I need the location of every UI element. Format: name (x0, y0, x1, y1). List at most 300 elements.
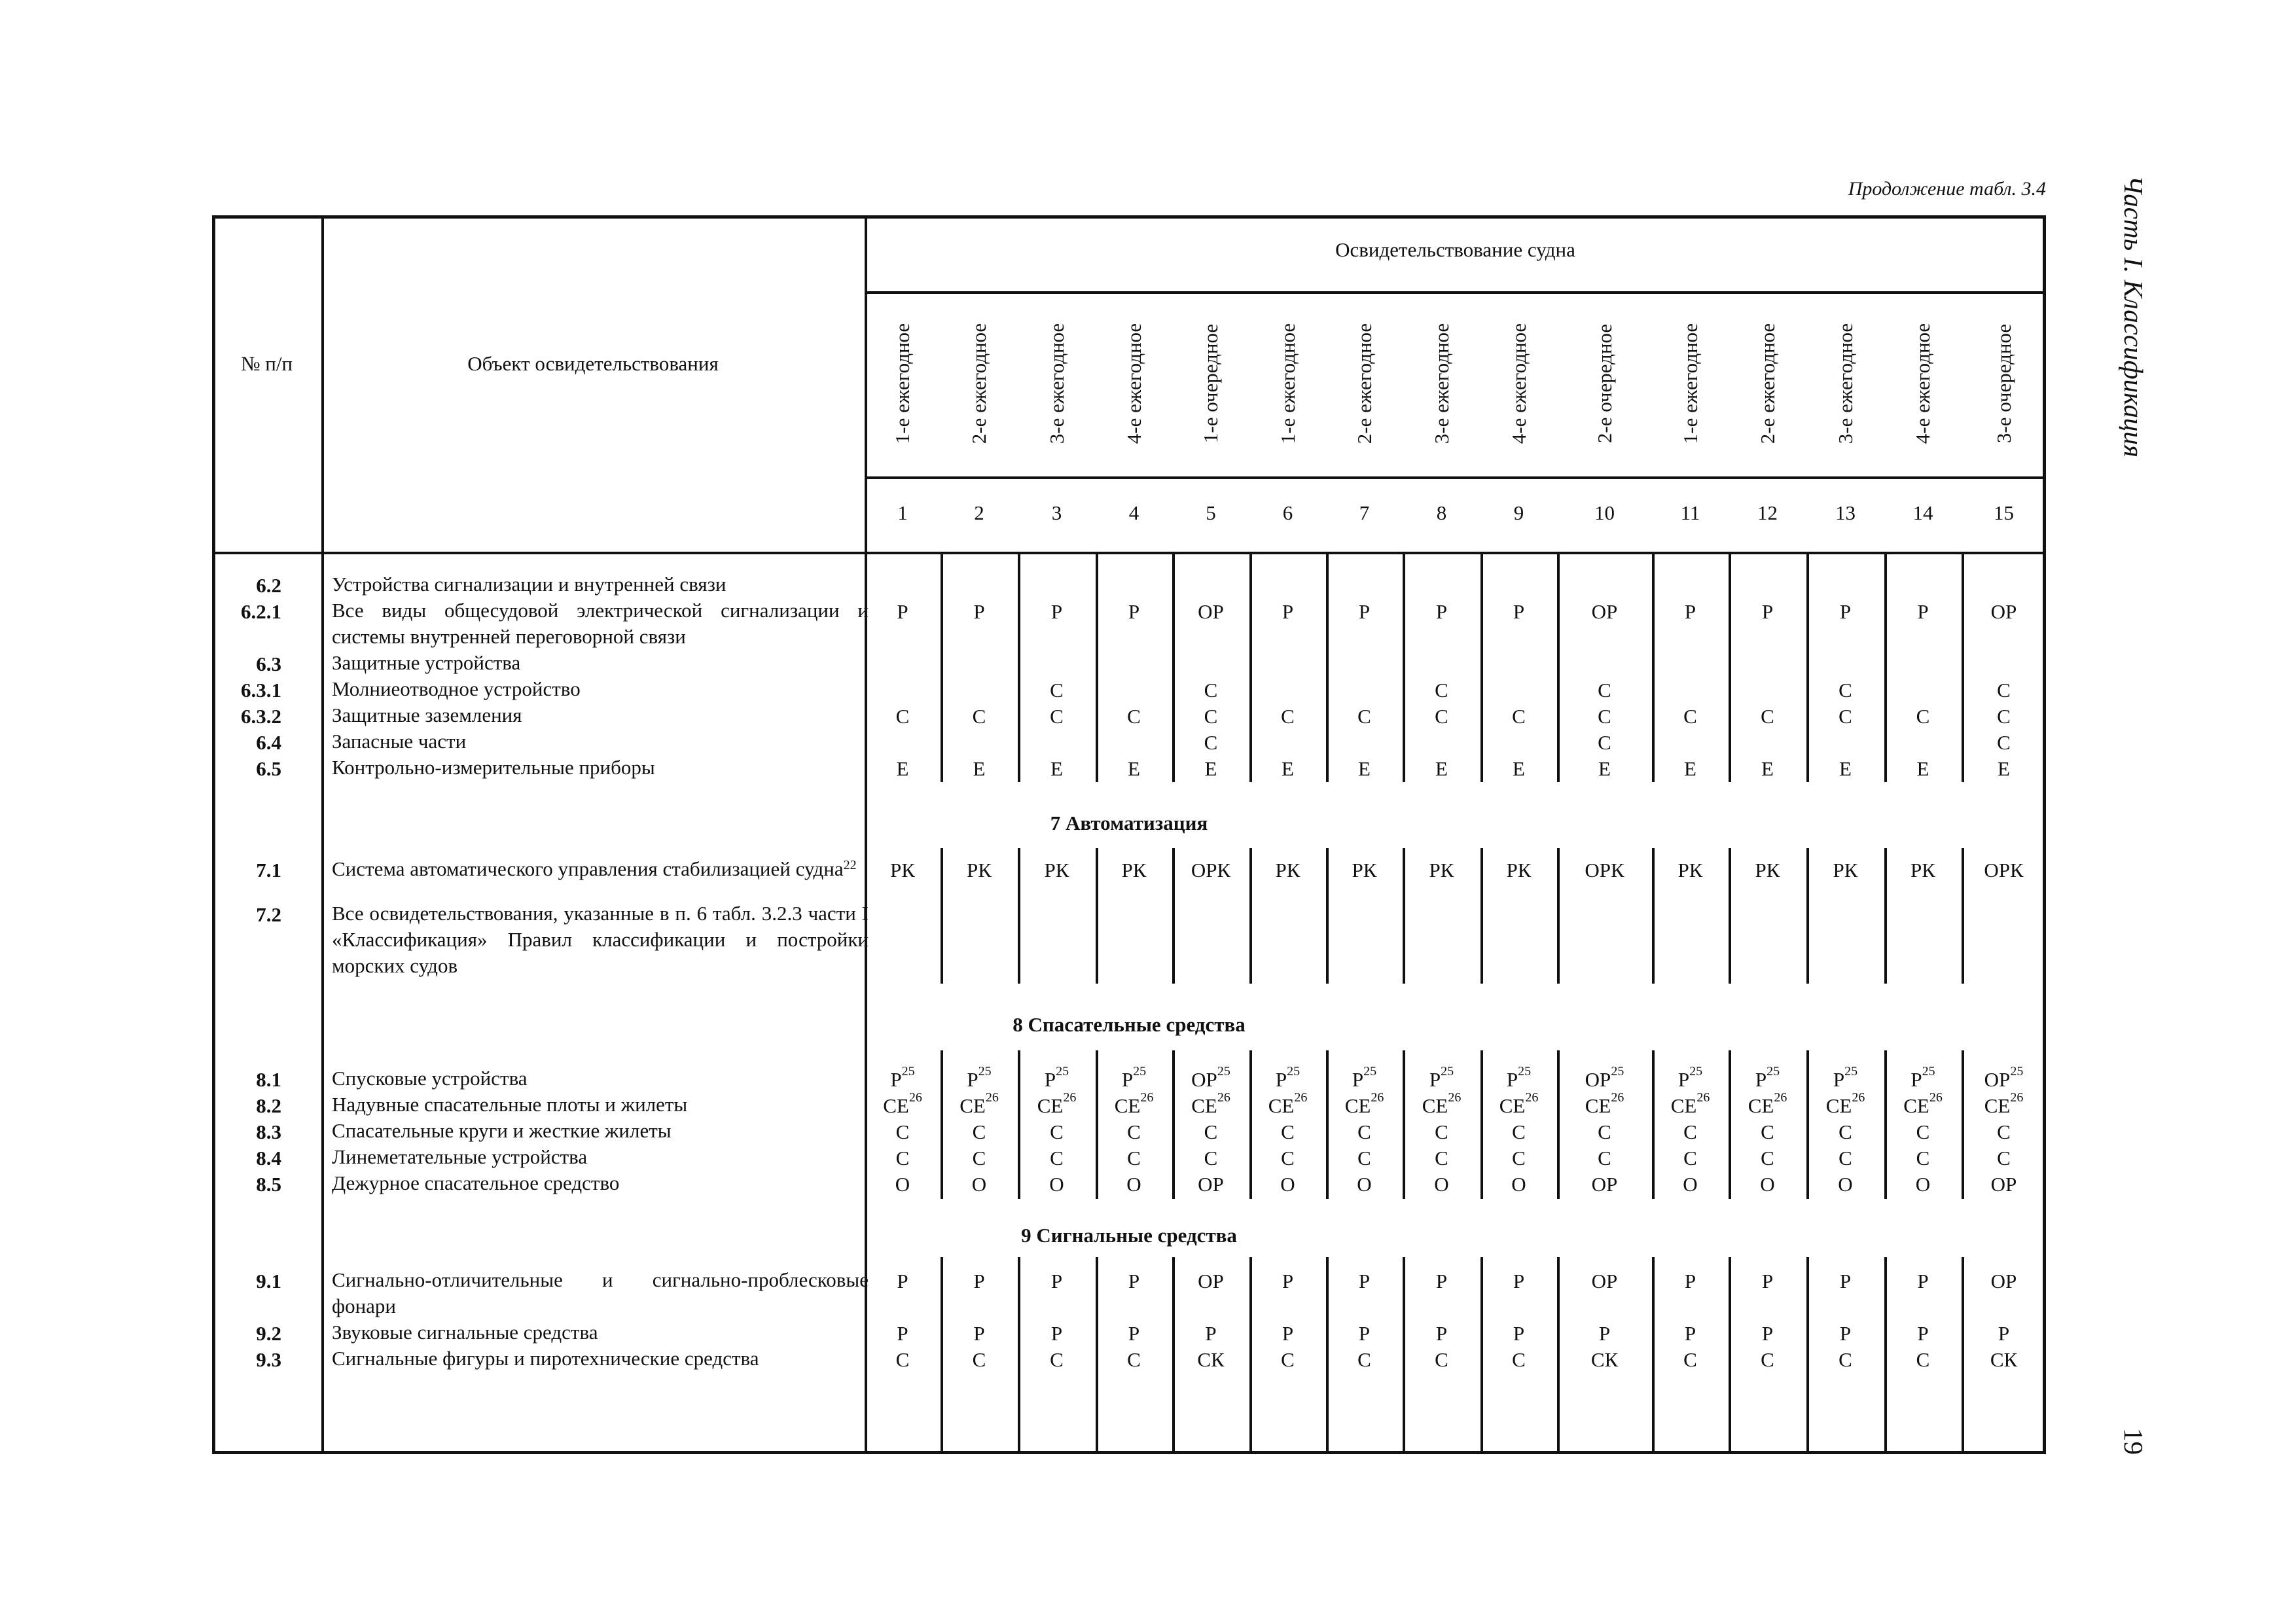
footnote-ref: 26 (1217, 1090, 1230, 1105)
survey-mark: Р (973, 600, 985, 623)
row-object-text: Сигнально-отличительные и сигнально-проблесковые фонари (332, 1268, 869, 1317)
footnote-ref: 26 (1852, 1090, 1865, 1105)
survey-mark: РК (1833, 859, 1858, 882)
survey-mark: С (1435, 679, 1448, 702)
survey-mark: ОР (1990, 600, 2017, 623)
survey-mark: Р (1998, 1322, 2010, 1345)
survey-mark: РК (1677, 859, 1703, 882)
row-number: 8.5 (256, 1173, 281, 1196)
survey-mark: С (1204, 705, 1218, 728)
survey-mark: Р (973, 1270, 985, 1293)
survey-mark: ОР (1591, 1270, 1618, 1293)
survey-mark: Р (1358, 1270, 1371, 1293)
footnote-ref: 25 (1287, 1064, 1300, 1079)
survey-mark: С (1204, 731, 1218, 754)
survey-mark: С (1357, 1120, 1371, 1143)
survey-mark: Е (1998, 757, 2010, 780)
survey-mark: $Р^{25}$ (1352, 1064, 1377, 1091)
column-header-1: 1-е ежегодное (891, 323, 914, 444)
column-header-11: 1-е ежегодное (1678, 323, 1702, 444)
survey-mark: Е (1513, 757, 1525, 780)
survey-mark: С (1204, 1147, 1218, 1169)
column-header-2: 2-е ежегодное (967, 323, 990, 444)
header-bottom-line (212, 552, 2046, 554)
survey-mark: С (1598, 731, 1611, 754)
survey-mark: Р (1282, 1270, 1294, 1293)
survey-mark: Е (1358, 757, 1371, 780)
survey-mark: Р (1761, 600, 1774, 623)
survey-mark: С (1598, 1147, 1611, 1169)
page-number: 19 (2119, 1428, 2149, 1455)
survey-mark: СЕ$^{26}$ (1268, 1090, 1308, 1117)
survey-mark: С (1281, 1348, 1295, 1371)
survey-mark: Р (1205, 1322, 1217, 1345)
survey-mark: Р (1917, 1322, 1929, 1345)
survey-mark: Р (1513, 1270, 1525, 1293)
survey-mark: РК (1755, 859, 1780, 882)
footnote-ref: 26 (1525, 1090, 1539, 1105)
survey-mark: Е (1839, 757, 1852, 780)
survey-mark: РК (1910, 859, 1935, 882)
survey-mark: С (1050, 705, 1064, 728)
footnote-ref: 22 (843, 858, 857, 872)
survey-mark: Р (1598, 1322, 1611, 1345)
column-number-12: 12 (1757, 501, 1778, 524)
survey-mark: С (895, 1348, 910, 1371)
footnote-ref: 26 (985, 1090, 999, 1105)
survey-mark: Р (1282, 1322, 1294, 1345)
footnote-ref: 25 (1056, 1064, 1069, 1079)
survey-mark: Р (1917, 600, 1929, 623)
survey-mark: Р (1050, 1270, 1063, 1293)
column-header-7: 2-е ежегодное (1352, 323, 1376, 444)
survey-mark: С (1839, 1120, 1852, 1143)
survey-mark: С (972, 1147, 986, 1169)
survey-mark: $Р^{25}$ (1044, 1064, 1069, 1091)
survey-mark: ОР$^{25}$ (1191, 1064, 1230, 1091)
survey-mark: СЕ$^{26}$ (1748, 1090, 1787, 1117)
body-col-line (1884, 553, 1887, 782)
survey-mark: С (1683, 1120, 1697, 1143)
footnote-ref: 25 (1518, 1064, 1532, 1079)
survey-mark: СК (1990, 1348, 2018, 1371)
survey-mark: Р (897, 1322, 908, 1345)
survey-mark: ОР (1198, 1173, 1224, 1196)
body-col-line (1480, 553, 1483, 782)
survey-mark: С (1916, 1147, 1930, 1169)
survey-mark: СК (1590, 1348, 1619, 1371)
survey-mark: $Р^{25}$ (1506, 1064, 1532, 1091)
body-col-line (1096, 553, 1098, 782)
column-header-3: 3-е ежегодное (1045, 323, 1068, 444)
survey-mark: О (1049, 1173, 1064, 1196)
survey-group-line (865, 291, 2046, 294)
body-col-line (1652, 553, 1655, 782)
survey-mark: СЕ$^{26}$ (1670, 1090, 1710, 1117)
survey-mark: Р (1282, 600, 1294, 623)
row-object-text: Система автоматического управления стабилизацией судна$^{22}$ (332, 857, 857, 880)
row-number: 7.2 (256, 903, 281, 926)
survey-mark: С (1683, 1348, 1697, 1371)
column-number-4: 4 (1128, 501, 1139, 524)
row-number: 6.5 (256, 757, 281, 780)
column-number-9: 9 (1513, 501, 1524, 524)
survey-mark: Р (1684, 1270, 1696, 1293)
survey-mark: РК (1044, 859, 1069, 882)
footnote-ref: 25 (978, 1064, 992, 1079)
survey-mark: С (1435, 1348, 1448, 1371)
survey-mark: С (1050, 1348, 1064, 1371)
row-object-text: Звуковые сигнальные средства (332, 1321, 598, 1344)
body-col-line (1249, 553, 1252, 782)
survey-mark: С (1357, 705, 1371, 728)
row-number: 6.4 (256, 731, 281, 754)
survey-mark: С (972, 705, 986, 728)
survey-mark: С (1761, 705, 1774, 728)
survey-mark: СЕ$^{26}$ (883, 1090, 922, 1117)
row-number: 8.1 (256, 1068, 281, 1091)
survey-mark: ОРК (1191, 859, 1231, 882)
row-object-text: Линеметательные устройства (332, 1145, 588, 1168)
survey-mark: О (1915, 1173, 1931, 1196)
body-col-line (941, 553, 943, 782)
survey-mark: Е (1282, 757, 1294, 780)
survey-mark: Р (1435, 1270, 1448, 1293)
column-header-9: 4-е ежегодное (1507, 323, 1530, 444)
survey-mark: СЕ$^{26}$ (1499, 1090, 1539, 1117)
column-header-5: 1-е очередное (1199, 323, 1222, 444)
survey-mark: С (1050, 1147, 1064, 1169)
survey-mark: С (895, 705, 910, 728)
survey-mark: Р (1761, 1322, 1774, 1345)
row-number: 8.4 (256, 1147, 281, 1169)
survey-mark: СЕ$^{26}$ (1037, 1090, 1077, 1117)
survey-mark: Р (973, 1322, 985, 1345)
survey-mark: С (1761, 1147, 1774, 1169)
footnote-ref: 25 (1767, 1064, 1780, 1079)
survey-mark: О (1126, 1173, 1141, 1196)
survey-mark: СЕ$^{26}$ (960, 1090, 999, 1117)
survey-mark: ОРК (1585, 859, 1624, 882)
survey-mark: С (1050, 1120, 1064, 1143)
survey-mark: Р (1050, 600, 1063, 623)
survey-mark: С (1997, 1120, 2011, 1143)
column-header-10: 2-е очередное (1592, 323, 1616, 444)
footnote-ref: 25 (1844, 1064, 1858, 1079)
body-col-line (1326, 553, 1329, 782)
footnote-ref: 25 (2010, 1064, 2024, 1079)
survey-mark: $Р^{25}$ (1755, 1064, 1780, 1091)
survey-mark: С (1839, 679, 1852, 702)
survey-mark: С (1761, 1120, 1774, 1143)
survey-mark: Е (1916, 757, 1929, 780)
survey-mark: РК (967, 859, 992, 882)
survey-mark: Р (1128, 600, 1140, 623)
survey-mark: Р (897, 1270, 908, 1293)
row-number: 7.1 (256, 859, 281, 882)
row-object-text: Запасные части (332, 730, 467, 753)
survey-mark: С (1127, 705, 1141, 728)
survey-mark: Р (1684, 600, 1696, 623)
footnote-ref: 26 (1063, 1090, 1077, 1105)
row-object-text: Защитные заземления (332, 704, 522, 726)
survey-mark: С (1598, 679, 1611, 702)
footnote-ref: 25 (1922, 1064, 1935, 1079)
survey-mark: $Р^{25}$ (1121, 1064, 1147, 1091)
survey-mark: Р (1839, 600, 1852, 623)
survey-mark: С (1204, 679, 1218, 702)
footnote-ref: 26 (1294, 1090, 1308, 1105)
survey-mark: О (971, 1173, 987, 1196)
row-object-text: Устройства сигнализации и внутренней связи (332, 573, 726, 596)
column-number-1: 1 (897, 501, 908, 524)
survey-mark: С (1512, 1147, 1526, 1169)
footnote-ref: 26 (1611, 1090, 1624, 1105)
footnote-ref: 25 (1133, 1064, 1147, 1079)
column-number-10: 10 (1594, 501, 1615, 524)
survey-mark: Е (1050, 757, 1063, 780)
survey-mark: С (1598, 705, 1611, 728)
survey-mark: С (1512, 705, 1526, 728)
survey-mark: Р (1435, 600, 1448, 623)
survey-mark: ОРК (1984, 859, 2024, 882)
survey-mark: РК (1506, 859, 1532, 882)
survey-mark: Е (973, 757, 986, 780)
survey-mark: $Р^{25}$ (1833, 1064, 1858, 1091)
body-col-line (1729, 553, 1731, 782)
survey-mark: СЕ$^{26}$ (1344, 1090, 1384, 1117)
survey-mark: О (895, 1173, 910, 1196)
column-number-6: 6 (1282, 501, 1293, 524)
footnote-ref: 25 (1217, 1064, 1230, 1079)
survey-mark: С (1598, 1120, 1611, 1143)
row-object-text: Все освидетельствования, указанные в п. 6 табл. 3.2.3 части I «Классификация» Правил классификации и постройки морских судов (332, 902, 869, 977)
survey-mark: О (1511, 1173, 1526, 1196)
survey-mark: С (1997, 679, 2011, 702)
column-number-2: 2 (974, 501, 984, 524)
survey-mark: С (1127, 1147, 1141, 1169)
footnote-ref: 25 (901, 1064, 915, 1079)
row-object-text: Надувные спасательные плоты и жилеты (332, 1093, 688, 1116)
survey-mark: Е (896, 757, 909, 780)
column-header-13: 3-е ежегодное (1833, 323, 1857, 444)
section-heading: 7 Автоматизация (1050, 812, 1208, 834)
survey-mark: Р (1513, 600, 1525, 623)
survey-mark: О (1357, 1173, 1372, 1196)
survey-mark: Р (1050, 1322, 1063, 1345)
survey-mark: С (1839, 705, 1852, 728)
survey-group-header: Освидетельствование судна (1335, 238, 1575, 261)
column-number-11: 11 (1680, 501, 1700, 524)
survey-mark: Е (1598, 757, 1611, 780)
number-col-header: № п/п (240, 352, 293, 375)
footnote-ref: 26 (2010, 1090, 2024, 1105)
footnote-ref: 25 (1611, 1064, 1624, 1079)
survey-mark: Е (1761, 757, 1774, 780)
survey-mark: СЕ$^{26}$ (1422, 1090, 1462, 1117)
survey-mark: С (1997, 731, 2011, 754)
row-object-text: Дежурное спасательное средство (332, 1171, 620, 1194)
survey-mark: Р (1761, 1270, 1774, 1293)
survey-mark: Р (897, 600, 908, 623)
survey-mark: О (1683, 1173, 1698, 1196)
footnote-ref: 25 (1363, 1064, 1377, 1079)
survey-mark: РК (1121, 859, 1147, 882)
survey-mark: О (1280, 1173, 1295, 1196)
survey-mark: С (895, 1120, 910, 1143)
column-header-8: 3-е ежегодное (1429, 323, 1453, 444)
survey-mark: С (1916, 705, 1930, 728)
survey-mark: $Р^{25}$ (1910, 1064, 1935, 1091)
survey-mark: СЕ$^{26}$ (1984, 1090, 2024, 1117)
survey-mark: С (1916, 1120, 1930, 1143)
survey-mark: С (1761, 1348, 1774, 1371)
survey-mark: С (1916, 1348, 1930, 1371)
column-number-line (865, 476, 2046, 479)
survey-mark: О (1434, 1173, 1449, 1196)
survey-mark: Р (1513, 1322, 1525, 1345)
survey-mark: С (895, 1147, 910, 1169)
continuation-caption: Продолжение табл. 3.4 (1848, 178, 2046, 200)
footnote-ref: 25 (1689, 1064, 1703, 1079)
row-number: 9.2 (256, 1322, 281, 1345)
section-heading: 9 Сигнальные средства (1021, 1224, 1237, 1247)
footnote-ref: 26 (1448, 1090, 1462, 1105)
survey-mark: С (1683, 1147, 1697, 1169)
survey-mark: С (1839, 1348, 1852, 1371)
survey-mark: ОР (1198, 600, 1224, 623)
survey-mark: Е (1435, 757, 1448, 780)
column-number-3: 3 (1051, 501, 1062, 524)
survey-mark: С (972, 1348, 986, 1371)
column-number-8: 8 (1436, 501, 1447, 524)
survey-mark: СЕ$^{26}$ (1825, 1090, 1865, 1117)
row-object-text: Спасательные круги и жесткие жилеты (332, 1119, 672, 1142)
survey-mark: С (1357, 1147, 1371, 1169)
survey-mark: Е (1128, 757, 1140, 780)
column-number-5: 5 (1206, 501, 1216, 524)
survey-mark: Р (1684, 1322, 1696, 1345)
survey-mark: С (1512, 1120, 1526, 1143)
survey-mark: С (1127, 1348, 1141, 1371)
footnote-ref: 26 (1696, 1090, 1710, 1105)
survey-mark: Р (1358, 1322, 1371, 1345)
survey-mark: С (1357, 1348, 1371, 1371)
side-running-title: Часть I. Классификация (2119, 175, 2149, 457)
footnote-ref: 26 (1371, 1090, 1384, 1105)
footnote-ref: 26 (1140, 1090, 1154, 1105)
column-header-15: 3-е очередное (1992, 323, 2015, 444)
survey-mark: С (1997, 1147, 2011, 1169)
survey-mark: С (1281, 705, 1295, 728)
footnote-ref: 26 (1929, 1090, 1943, 1105)
footnote-ref: 26 (1774, 1090, 1787, 1105)
row-number: 8.2 (256, 1094, 281, 1117)
column-number-13: 13 (1835, 501, 1856, 524)
survey-mark: О (1838, 1173, 1853, 1196)
body-col-line (1018, 553, 1020, 782)
footnote-ref: 26 (908, 1090, 922, 1105)
survey-mark: С (1204, 1120, 1218, 1143)
survey-mark: $Р^{25}$ (890, 1064, 915, 1091)
survey-mark: С (1127, 1120, 1141, 1143)
row-object-text: Все виды общесудовой электрической сигнализации и системы внутренней переговорной связи (332, 599, 869, 648)
survey-mark: С (1839, 1147, 1852, 1169)
survey-mark: Р (1917, 1270, 1929, 1293)
survey-mark: Е (1684, 757, 1696, 780)
survey-mark: $Р^{25}$ (1677, 1064, 1703, 1091)
row-number: 8.3 (256, 1120, 281, 1143)
survey-mark: ОР (1591, 1173, 1618, 1196)
column-header-4: 4-е ежегодное (1122, 323, 1145, 444)
column-header-6: 1-е ежегодное (1276, 323, 1299, 444)
section-heading: 8 Спасательные средства (1013, 1013, 1246, 1036)
survey-mark: С (1683, 705, 1697, 728)
survey-mark: С (1050, 679, 1064, 702)
survey-mark: С (1435, 1120, 1448, 1143)
row-object-text: Сигнальные фигуры и пиротехнические средства (332, 1347, 759, 1370)
row-number: 6.2.1 (241, 600, 281, 623)
survey-mark: Р (1435, 1322, 1448, 1345)
column-header-14: 4-е ежегодное (1911, 323, 1934, 444)
row-number: 6.2 (256, 574, 281, 597)
survey-mark: СЕ$^{26}$ (1191, 1090, 1230, 1117)
survey-mark: РК (1275, 859, 1300, 882)
survey-mark: Р (1839, 1322, 1852, 1345)
survey-mark: СК (1197, 1348, 1225, 1371)
column-number-15: 15 (1994, 501, 2014, 524)
body-col-line (1403, 553, 1405, 782)
survey-mark: СЕ$^{26}$ (1903, 1090, 1943, 1117)
row-object-text: Спусковые устройства (332, 1067, 528, 1090)
survey-mark: О (1760, 1173, 1775, 1196)
survey-mark: СЕ$^{26}$ (1114, 1090, 1154, 1117)
survey-mark: РК (1429, 859, 1454, 882)
row-number: 6.3.2 (241, 705, 281, 728)
survey-mark: ОР (1990, 1270, 2017, 1293)
survey-mark: ОР$^{25}$ (1984, 1064, 2024, 1091)
survey-mark: С (1435, 705, 1448, 728)
row-number: 9.3 (256, 1348, 281, 1371)
row-object-text: Защитные устройства (332, 651, 521, 674)
survey-mark: ОР$^{25}$ (1585, 1064, 1624, 1091)
survey-mark: РК (1352, 859, 1377, 882)
column-number-14: 14 (1912, 501, 1933, 524)
survey-mark: Р (1128, 1270, 1140, 1293)
survey-mark: ОР (1198, 1270, 1224, 1293)
survey-mark: $Р^{25}$ (1429, 1064, 1454, 1091)
row-object-text: Молниеотводное устройство (332, 677, 581, 700)
survey-mark: Р (1358, 600, 1371, 623)
row-number: 9.1 (256, 1270, 281, 1293)
survey-mark: Е (1204, 757, 1217, 780)
body-col-line (1806, 553, 1809, 782)
row-object-text: Контрольно-измерительные приборы (332, 756, 655, 779)
survey-mark: С (972, 1120, 986, 1143)
row-number: 6.3 (256, 652, 281, 675)
column-number-7: 7 (1359, 501, 1370, 524)
survey-mark: СЕ$^{26}$ (1585, 1090, 1624, 1117)
survey-mark: С (1997, 705, 2011, 728)
survey-mark: РК (890, 859, 915, 882)
object-col-header: Объект освидетельствования (467, 352, 719, 375)
column-header-12: 2-е ежегодное (1755, 323, 1779, 444)
row-number: 6.3.1 (241, 679, 281, 702)
survey-mark: ОР (1990, 1173, 2017, 1196)
survey-mark: $Р^{25}$ (1275, 1064, 1300, 1091)
survey-mark: С (1435, 1147, 1448, 1169)
survey-mark: С (1512, 1348, 1526, 1371)
